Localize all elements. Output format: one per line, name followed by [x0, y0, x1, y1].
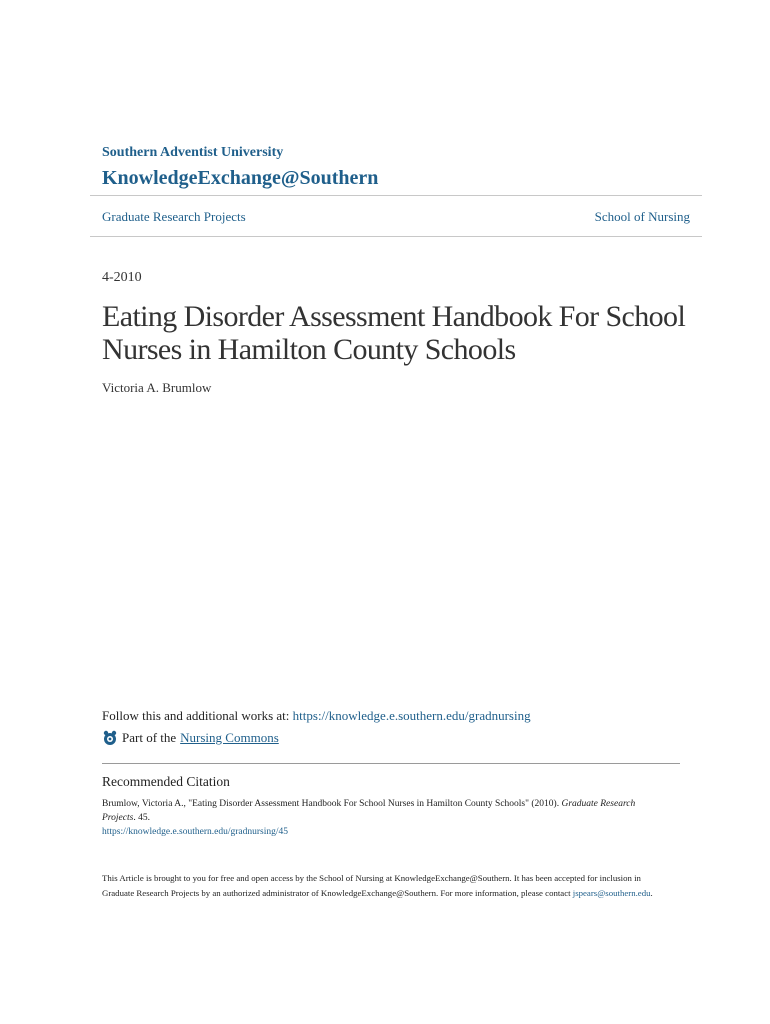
- collection-links: [102, 207, 690, 227]
- notice-text: This Article is brought to you for free and open access by the School of Nursing at KnowledgeExchange@Southern. It has been accepted for inclusion in Graduate Research Projects by an authorized administrator of KnowledgeExchange@Southern. For more information, please contact: [102, 873, 641, 898]
- notice-end: .: [650, 888, 653, 898]
- recommended-citation-heading: Recommended Citation: [102, 774, 230, 789]
- follow-line: [102, 708, 531, 724]
- graduate-research-projects-link[interactable]: Graduate Research Projects: [102, 209, 246, 224]
- citation-url-link[interactable]: https://knowledge.e.southern.edu/gradnursing/45: [102, 827, 289, 837]
- network-commons-icon: [102, 730, 118, 746]
- citation-text: Brumlow, Victoria A., "Eating Disorder Assessment Handbook For School Nurses in Hamilton County Schools" (2010).: [102, 799, 562, 809]
- citation-block: [102, 797, 662, 839]
- citation-divider: [102, 763, 680, 764]
- contact-email-link[interactable]: jspears@southern.edu: [572, 888, 651, 898]
- article-author: Victoria A. Brumlow: [102, 380, 212, 395]
- university-name: Southern Adventist University: [102, 145, 284, 160]
- citation-journal: Graduate Research Projects: [102, 799, 636, 823]
- divider-top: [90, 195, 702, 196]
- repository-header: [102, 144, 702, 190]
- nursing-commons-link[interactable]: Nursing Commons: [180, 730, 279, 745]
- divider-bottom: [90, 236, 702, 237]
- publication-date: 4-2010: [102, 270, 142, 285]
- article-title: Eating Disorder Assessment Handbook For School Nurses in Hamilton County Schools: [102, 300, 686, 366]
- citation-number: . 45.: [133, 813, 150, 823]
- follow-url-link[interactable]: https://knowledge.e.southern.edu/gradnursing: [292, 708, 531, 723]
- school-of-nursing-link[interactable]: School of Nursing: [594, 209, 690, 224]
- follow-prefix: Follow this and additional works at:: [102, 708, 293, 723]
- repository-name[interactable]: KnowledgeExchange@Southern: [102, 167, 379, 189]
- part-of-prefix: Part of the: [122, 730, 177, 745]
- access-notice: [102, 871, 670, 901]
- part-of-line: [102, 730, 279, 746]
